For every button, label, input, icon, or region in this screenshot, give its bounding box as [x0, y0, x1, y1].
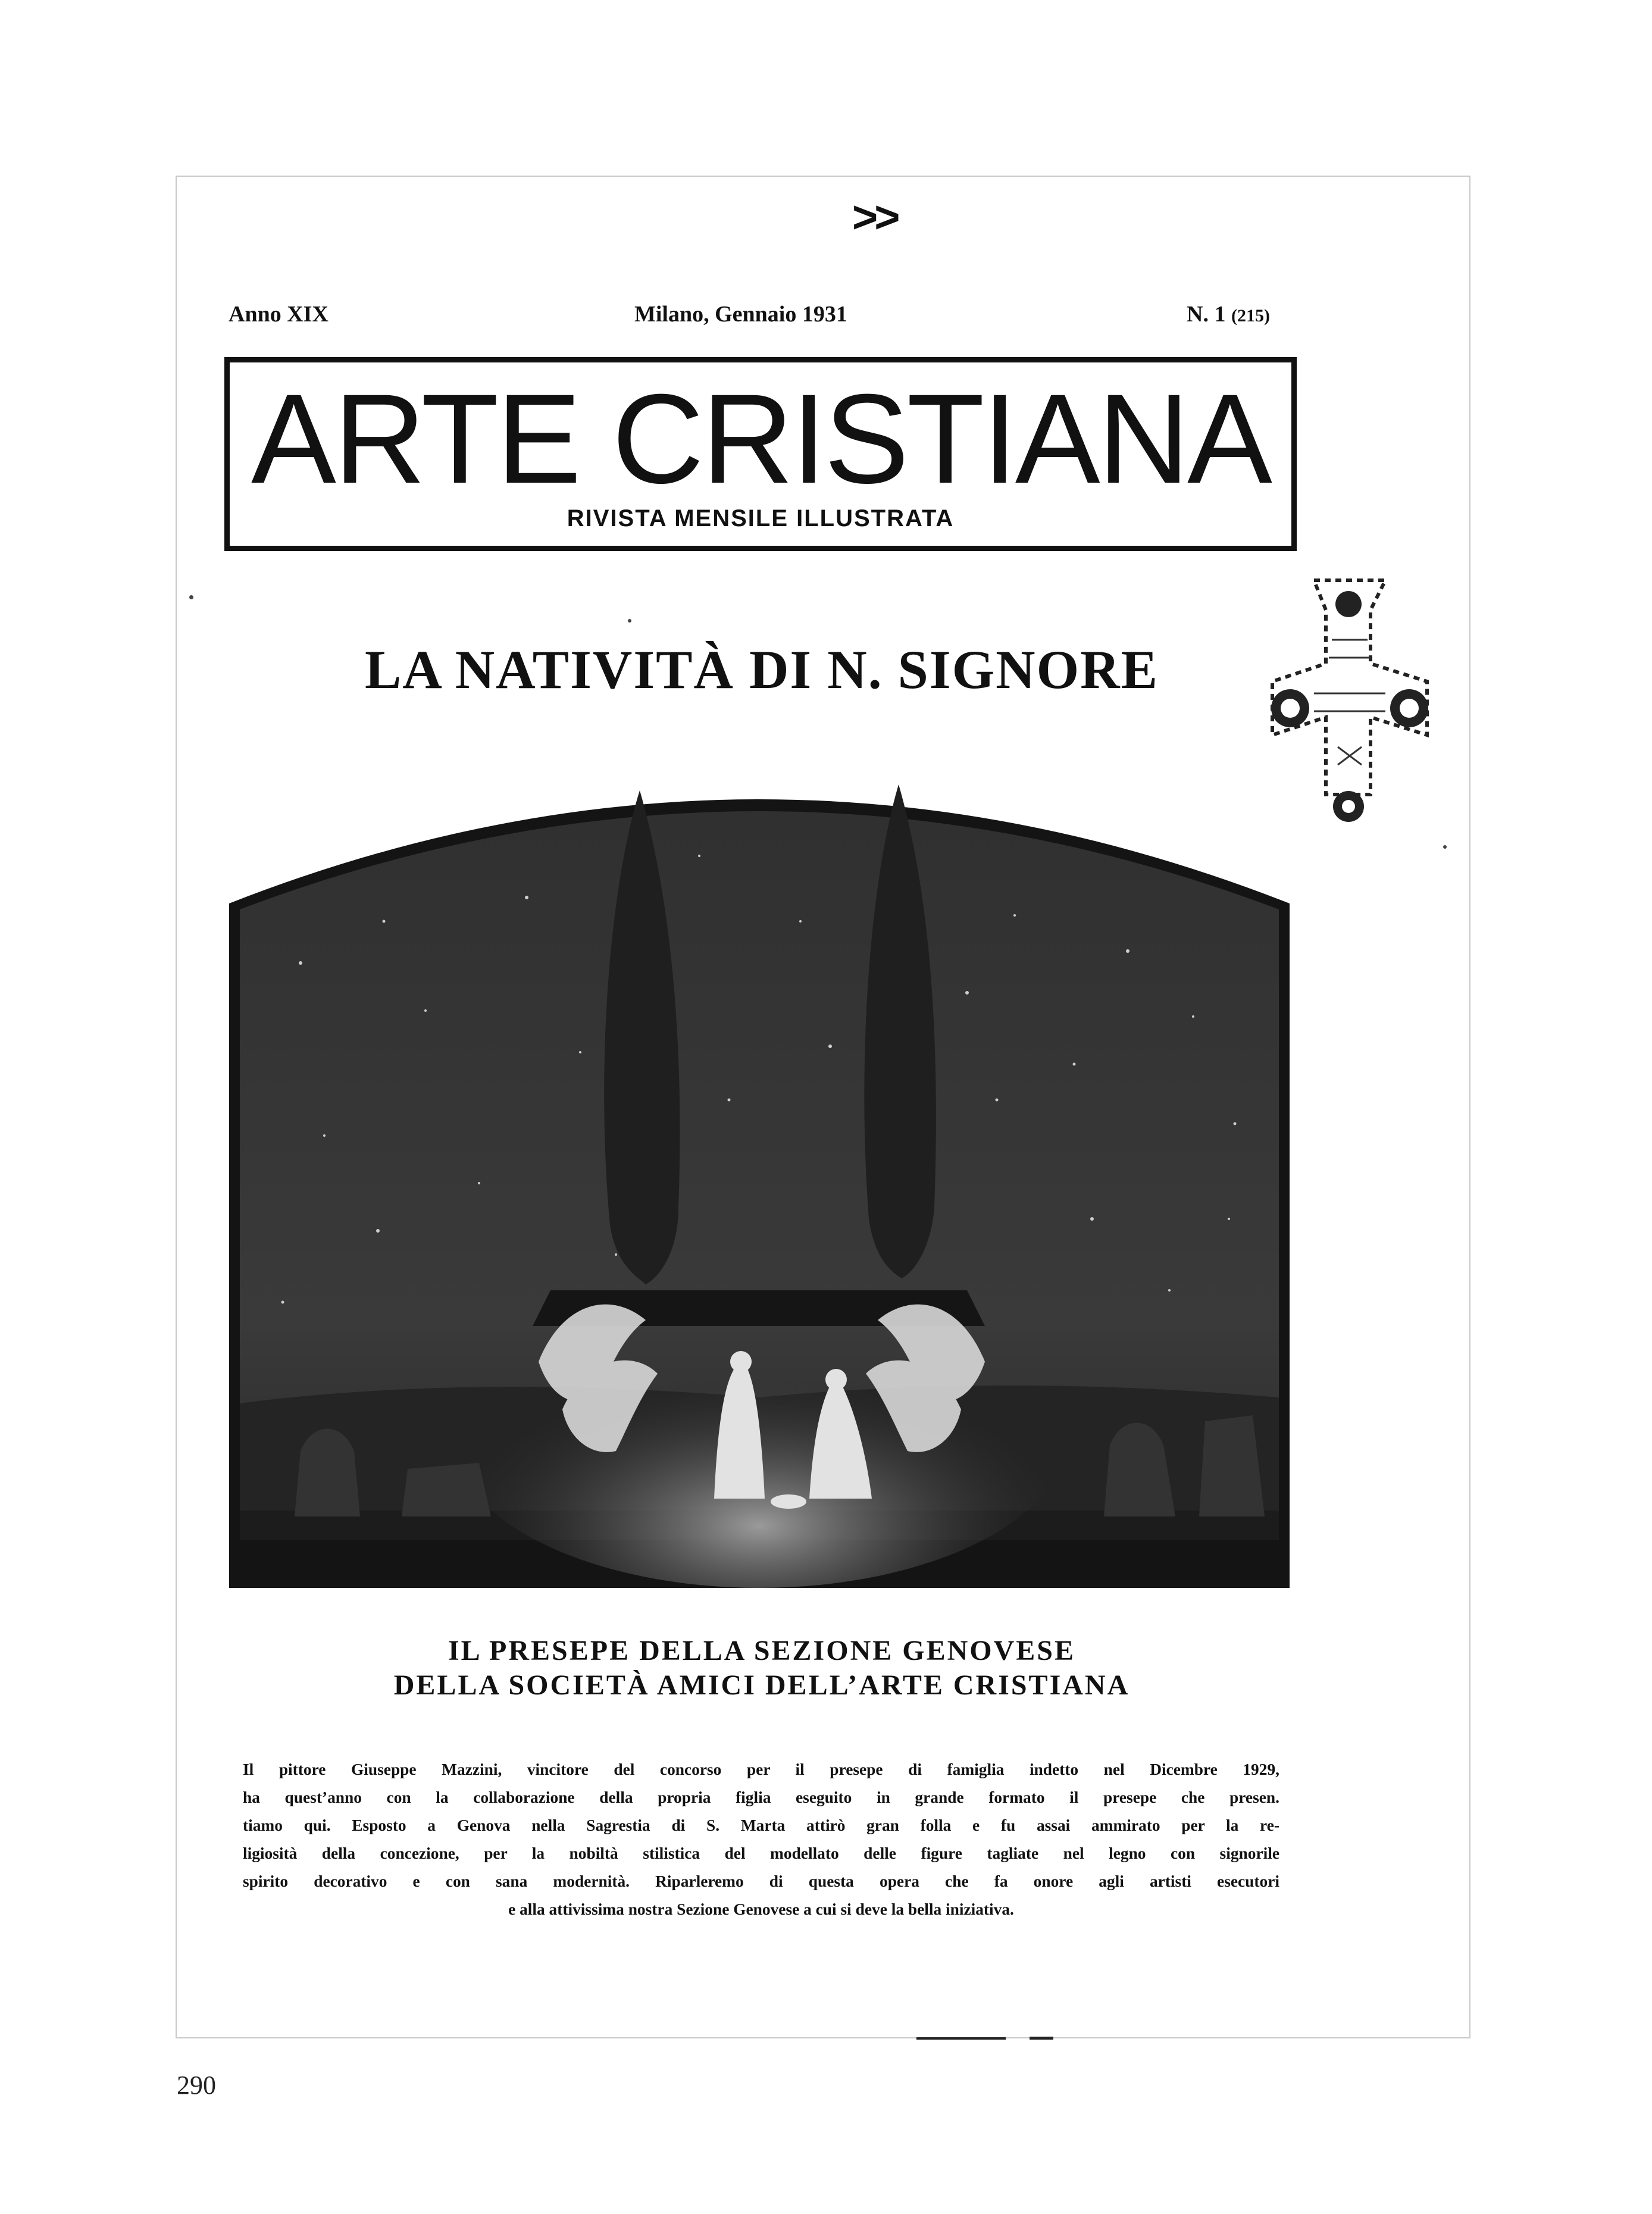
issue-number: N. 1 — [1187, 302, 1226, 327]
caption-line-1: IL PRESEPE DELLA SEZIONE GENOVESE — [448, 1635, 1075, 1666]
body-line: ha quest’anno con la collaborazione della propria figlia eseguito in grande formato il presepe che presen. — [243, 1788, 1279, 1806]
top-mark: >> — [852, 192, 897, 242]
scan-speck — [628, 619, 631, 623]
body-line: Il pittore Giuseppe Mazzini, vincitore del concorso per il presepe di famiglia indetto nel Dicembre 1929, — [243, 1760, 1279, 1778]
body-line: ligiosità della concezione, per la nobiltà stilistica del modellato delle figure tagliate nel legno con signorile — [243, 1844, 1279, 1862]
caption-line-2: DELLA SOCIETÀ AMICI DELL’ARTE CRISTIANA — [393, 1669, 1130, 1701]
nativity-photograph — [229, 767, 1290, 1588]
caption-title — [321, 1634, 1202, 1703]
scan-speck — [1443, 845, 1447, 849]
masthead-place-date: Milano, Gennaio 1931 — [634, 302, 847, 327]
title-box — [224, 357, 1297, 551]
body-line: spirito decorativo e con sana modernità. Riparleremo di questa opera che fa onore agli artisti esecutori — [243, 1872, 1279, 1890]
magazine-subtitle: RIVISTA MENSILE ILLUSTRATA — [567, 505, 955, 531]
body-line: tiamo qui. Esposto a Genova nella Sagrestia di S. Marta attirò gran folla e fu assai ammirato per la re- — [243, 1816, 1279, 1834]
issue-sub: (215) — [1231, 306, 1270, 326]
body-paragraph — [243, 1756, 1279, 1924]
scan-speck — [189, 595, 193, 599]
magazine-title: ARTE CRISTIANA — [251, 368, 1270, 510]
masthead-issue — [1187, 301, 1270, 327]
masthead-year: Anno XIX — [229, 302, 328, 327]
headline: LA NATIVITÀ DI N. SIGNORE — [364, 639, 1159, 700]
page-number: 290 — [177, 2071, 216, 2100]
body-line: e alla attivissima nostra Sezione Genovese a cui si deve la bella iniziativa. — [508, 1900, 1014, 1918]
bottom-mark — [916, 2035, 1059, 2041]
